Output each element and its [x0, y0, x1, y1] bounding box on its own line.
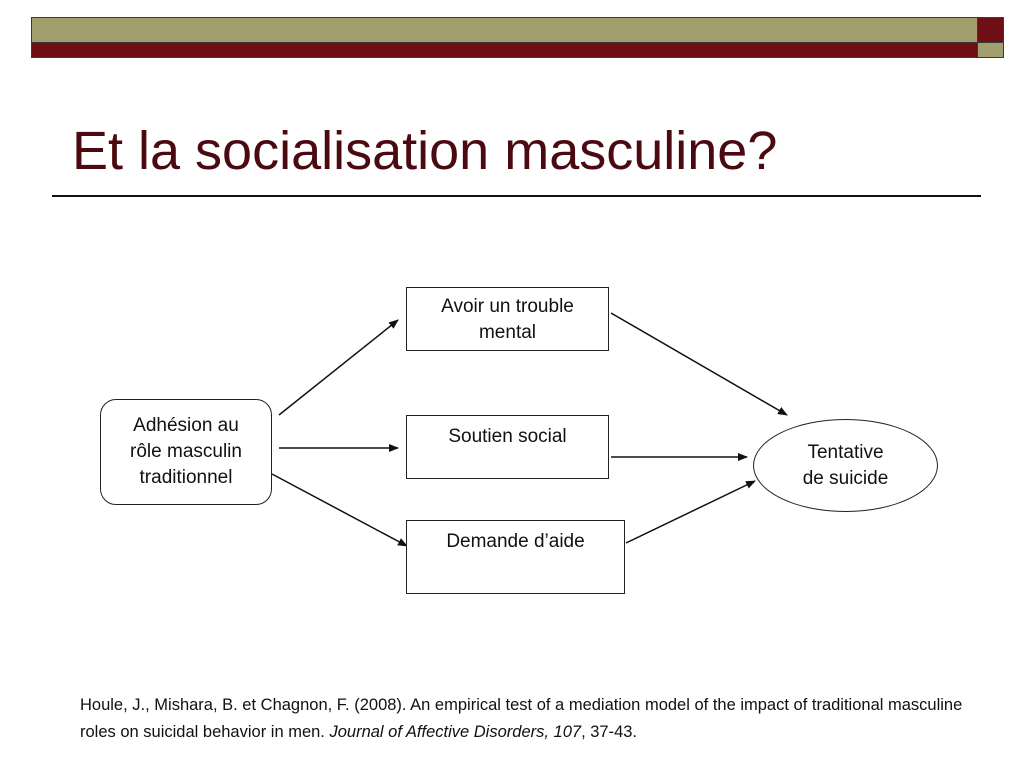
node-tentative-suicide [753, 419, 938, 512]
node-demande-aide [406, 520, 625, 594]
arrow-adhesion-to-trouble [279, 320, 398, 415]
citation-pages: , 37-43. [581, 723, 638, 741]
citation-authors: Houle, J., Mishara, B. et Chagnon, F. (2008). An empirical test of a mediation model of the impact of traditional masculine roles on suicidal behavior in men. [80, 696, 963, 741]
citation-journal: Journal of Affective Disorders, 107 [329, 723, 582, 741]
node-adhesion-role-masculin [100, 399, 272, 505]
citation-reference [80, 692, 980, 746]
arrow-aide-to-tentative [626, 481, 755, 543]
node-soutien-social [406, 415, 609, 479]
node-trouble-mental [406, 287, 609, 351]
node-tentative-label: Tentative de suicide [802, 441, 889, 489]
slide-title: Et la socialisation masculine? [72, 121, 778, 181]
arrow-trouble-to-tentative [611, 313, 787, 415]
arrow-adhesion-to-aide [272, 474, 407, 546]
node-adhesion-label: Adhésion au rôle masculin traditionnel [130, 415, 242, 488]
node-soutien-label: Soutien social [448, 426, 567, 447]
node-trouble-label: Avoir un trouble mental [441, 296, 574, 343]
node-aide-label: Demande d’aide [446, 531, 585, 552]
